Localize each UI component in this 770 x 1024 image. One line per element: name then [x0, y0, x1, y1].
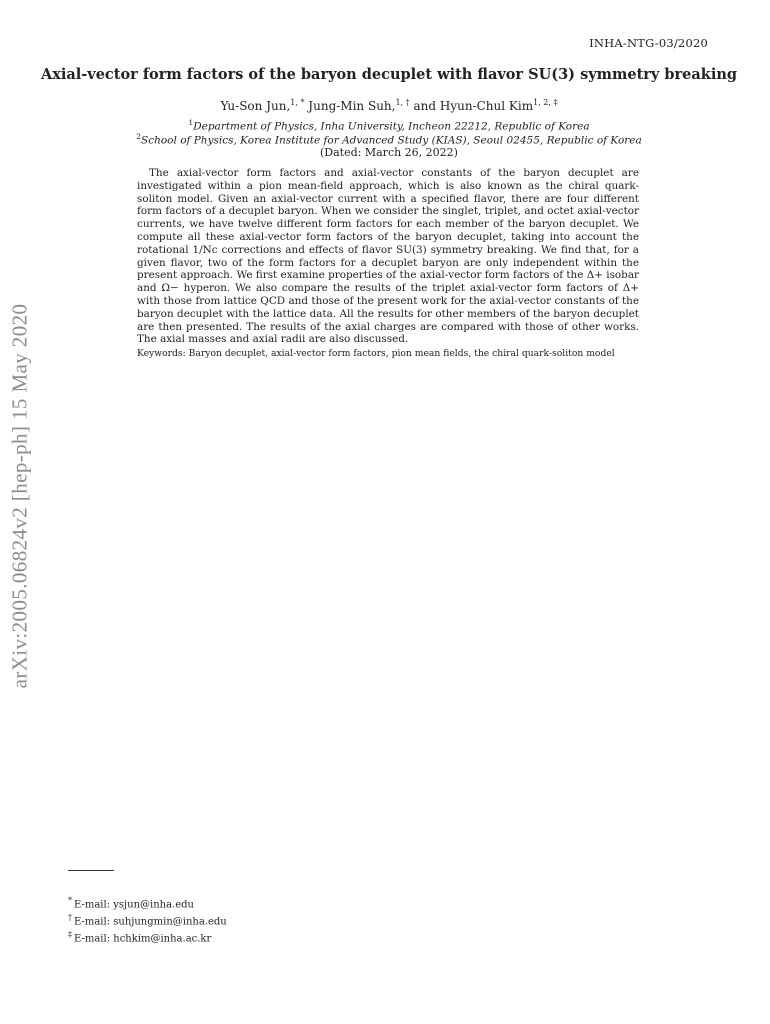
author-name: and Hyun-Chul Kim	[413, 99, 534, 113]
affiliation	[40, 132, 738, 147]
footnote-mark: ‡	[68, 929, 72, 939]
author-name: Yu-Son Jun,	[220, 99, 291, 113]
footnote-mark: *	[68, 896, 72, 905]
author-marks: 1, *	[290, 98, 305, 107]
footnote-divider	[68, 870, 114, 871]
report-number: INHA-NTG-03/2020	[589, 36, 708, 50]
keywords: Keywords: Baryon decuplet, axial-vector form factors, pion mean fields, the chiral quark-soliton model	[137, 348, 615, 359]
footnote-email: E-mail: hchkim@inha.ac.kr	[74, 932, 212, 944]
affiliation	[40, 118, 738, 133]
footnote-email: E-mail: suhjungmin@inha.edu	[74, 916, 227, 928]
author-marks: 1, 2, ‡	[533, 98, 558, 107]
affiliation-text: Department of Physics, Inha University, Incheon 22212, Republic of Korea	[193, 120, 590, 133]
affiliation-text: School of Physics, Korea Institute for Advanced Study (KIAS), Seoul 02455, Republic of Korea	[141, 134, 642, 147]
author-list	[40, 98, 738, 113]
arxiv-identifier: arXiv:2005.06824v2 [hep-ph] 15 May 2020	[7, 303, 32, 689]
footnote-mark: †	[68, 912, 72, 922]
paper-title: Axial-vector form factors of the baryon decuplet with flavor SU(3) symmetry breaking	[40, 66, 738, 83]
affiliation-mark: 2	[136, 132, 142, 141]
date-line: (Dated: March 26, 2022)	[320, 146, 458, 159]
footnote-email: E-mail: ysjun@inha.edu	[74, 899, 194, 911]
author-name: Jung-Min Suh,	[308, 99, 396, 113]
abstract: The axial-vector form factors and axial-vector constants of the baryon decuplet are investigated within a pion mean-field approach, which is also known as the chiral quark-soliton model. Given an axial-vector current with a specified flavor, there are four different form factors of a decuplet baryon. When we consider the singlet, triplet, and octet axial-vector currents, we have twelve different form factors for each member of the baryon decuplet. We compute all these axial-vector form factors of the baryon decuplet, taking into account the rotational 1/Nc corrections and effects of flavor SU(3) symmetry breaking. We find that, for a given flavor, two of the form factors for a decuplet baryon are only independent within the present approach. We first examine properties of the axial-vector form factors of the Δ+ isobar and Ω− hyperon. We also compare the results of the triplet axial-vector form factors of Δ+ with those from lattice QCD and those of the present work for the axial-vector constants of the baryon decuplet with the lattice data. All the results for other members of the baryon decuplet are then presented. The results of the axial charges are compared with those of other works. The axial masses and axial radii are also discussed.	[137, 167, 639, 346]
affiliation-mark: 1	[188, 118, 194, 127]
footnote	[68, 895, 227, 912]
footnotes	[68, 895, 227, 945]
footnote	[68, 929, 227, 946]
author-marks: 1, †	[395, 98, 410, 107]
footnote	[68, 912, 227, 929]
